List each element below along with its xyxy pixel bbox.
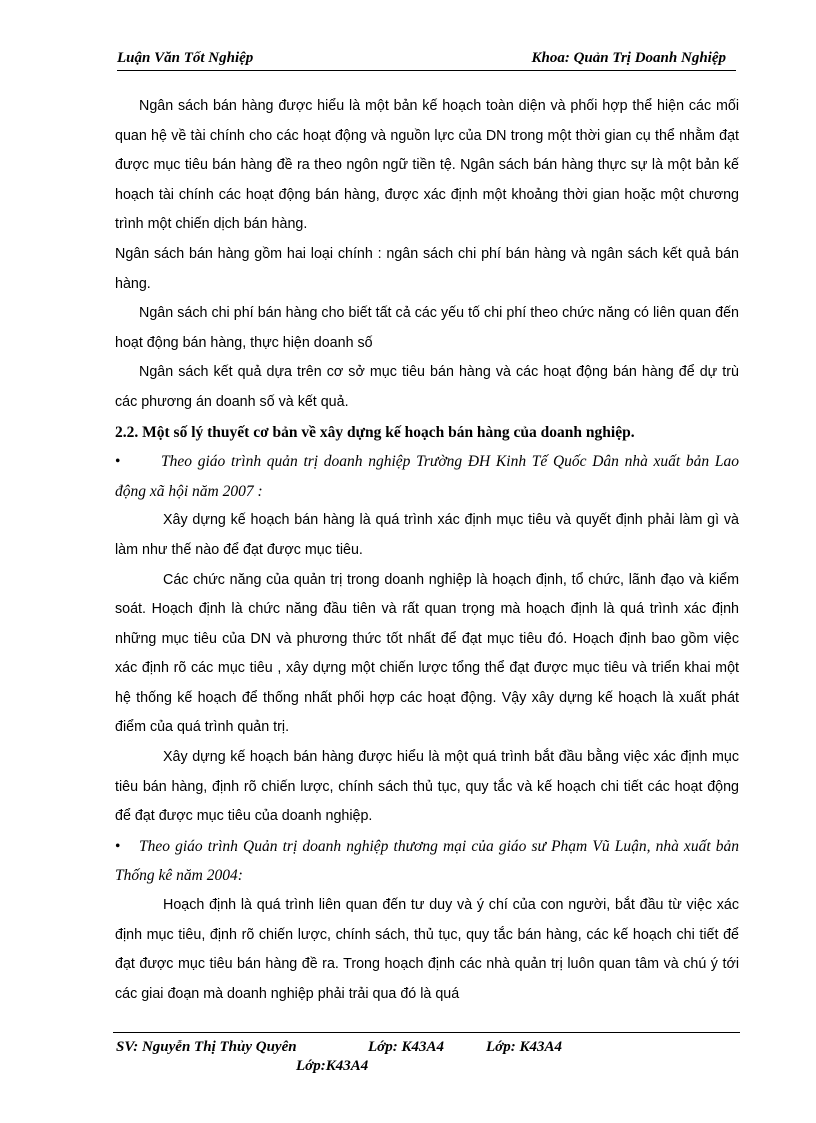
paragraph-plan-definition: Xây dựng kế hoạch bán hàng là quá trình xác định mục tiêu và quyết định phải làm gì và làm như thế nào để đạt được mục tiêu.	[115, 512, 739, 558]
document-body	[115, 92, 739, 1009]
paragraph-budget-types: Ngân sách bán hàng gồm hai loại chính : ngân sách chi phí bán hàng và ngân sách kết quả bán hàng.	[115, 245, 739, 292]
bullet-item-neu	[115, 447, 739, 506]
section-heading: 2.2. Một số lý thuyết cơ bản về xây dựng kế hoạch bán hàng của doanh nghiệp.	[115, 423, 635, 441]
page-header	[117, 48, 736, 71]
footer-student-name: SV: Nguyễn Thị Thủy Quyên	[116, 1039, 297, 1055]
paragraph-sales-budget-definition: Ngân sách bán hàng được hiểu là một bản kế hoạch toàn diện và phối hợp thể hiện các mối quan hệ về tài chính cho các hoạt động và nguồn lực của DN trong một thời gian cụ thể nhằm đạt được mục tiêu bán hàng đề ra theo ngôn ngữ tiền tệ. Ngân sách bán hàng thực sự là một bản kế hoạch tài chính các hoạt động bán hàng, được xác định một khoảng thời gian hoặc một chương trình một chiến dịch bán hàng.	[115, 98, 739, 233]
paragraph-result-budget: Ngân sách kết quả dựa trên cơ sở mục tiêu bán hàng và các hoạt động bán hàng để dự trù các phương án doanh số và kết quả.	[115, 364, 739, 410]
header-left-title: Luận Văn Tốt Nghiệp	[117, 50, 254, 66]
bullet-text: Theo giáo trình quản trị doanh nghiệp Trường ĐH Kinh Tế Quốc Dân nhà xuất bản Lao động xã hội năm 2007 :	[115, 453, 739, 500]
bullet-text: Theo giáo trình Quản trị doanh nghiệp thương mại của giáo sư Phạm Vũ Luận, nhà xuất bản Thống kê năm 2004:	[115, 837, 739, 885]
page-footer	[116, 1037, 562, 1058]
bullet-item-pham-vu-luan	[115, 832, 739, 891]
bullet-dot-icon: •	[115, 453, 121, 471]
footer-class-3: Lớp:K43A4	[296, 1058, 369, 1074]
header-right-faculty: Khoa: Quản Trị Doanh Nghiệp	[531, 50, 726, 66]
bullet-dot-icon: •	[115, 837, 121, 855]
footer-divider	[113, 1032, 740, 1033]
footer-class-1: Lớp: K43A4	[368, 1039, 444, 1055]
footer-class-2: Lớp: K43A4	[486, 1039, 562, 1055]
paragraph-sales-plan-process: Xây dựng kế hoạch bán hàng được hiểu là một quá trình bắt đầu bằng việc xác định mục tiêu bán hàng, định rõ chiến lược, chính sách thủ tục, quy tắc và kế hoạch chi tiết các hoạt động để đạt được mục tiêu của doanh nghiệp.	[115, 749, 739, 825]
paragraph-planning-process: Hoạch định là quá trình liên quan đến tư duy và ý chí của con người, bắt đầu từ việc xác định mục tiêu, định rõ chiến lược, chính sách, thủ tục, quy tắc bán hàng, các kế hoạch chi tiết để đạt được mục tiêu bán hàng đề ra. Trong hoạch định các nhà quản trị luôn quan tâm và chú ý tới các giai đoạn mà doanh nghiệp phải trải qua đó là quá	[115, 897, 739, 1002]
paragraph-management-functions: Các chức năng của quản trị trong doanh nghiệp là hoạch định, tổ chức, lãnh đạo và kiểm soát. Hoạch định là chức năng đầu tiên và rất quan trọng mà hoạch định là quá trình xác định những mục tiêu của DN và phương thức tốt nhất để đạt mục tiêu đó. Hoạch định bao gồm việc xác định rõ các mục tiêu , xây dựng một chiến lược tổng thể đạt được mục tiêu và triển khai một hệ thống kế hoạch để thống nhất phối hợp các hoạt động. Vậy xây dựng kế hoạch là xuất phát điểm của quá trình quản trị.	[115, 571, 739, 736]
paragraph-cost-budget: Ngân sách chi phí bán hàng cho biết tất cả các yếu tố chi phí theo chức năng có liên quan đến hoạt động bán hàng, thực hiện doanh số	[115, 305, 739, 351]
